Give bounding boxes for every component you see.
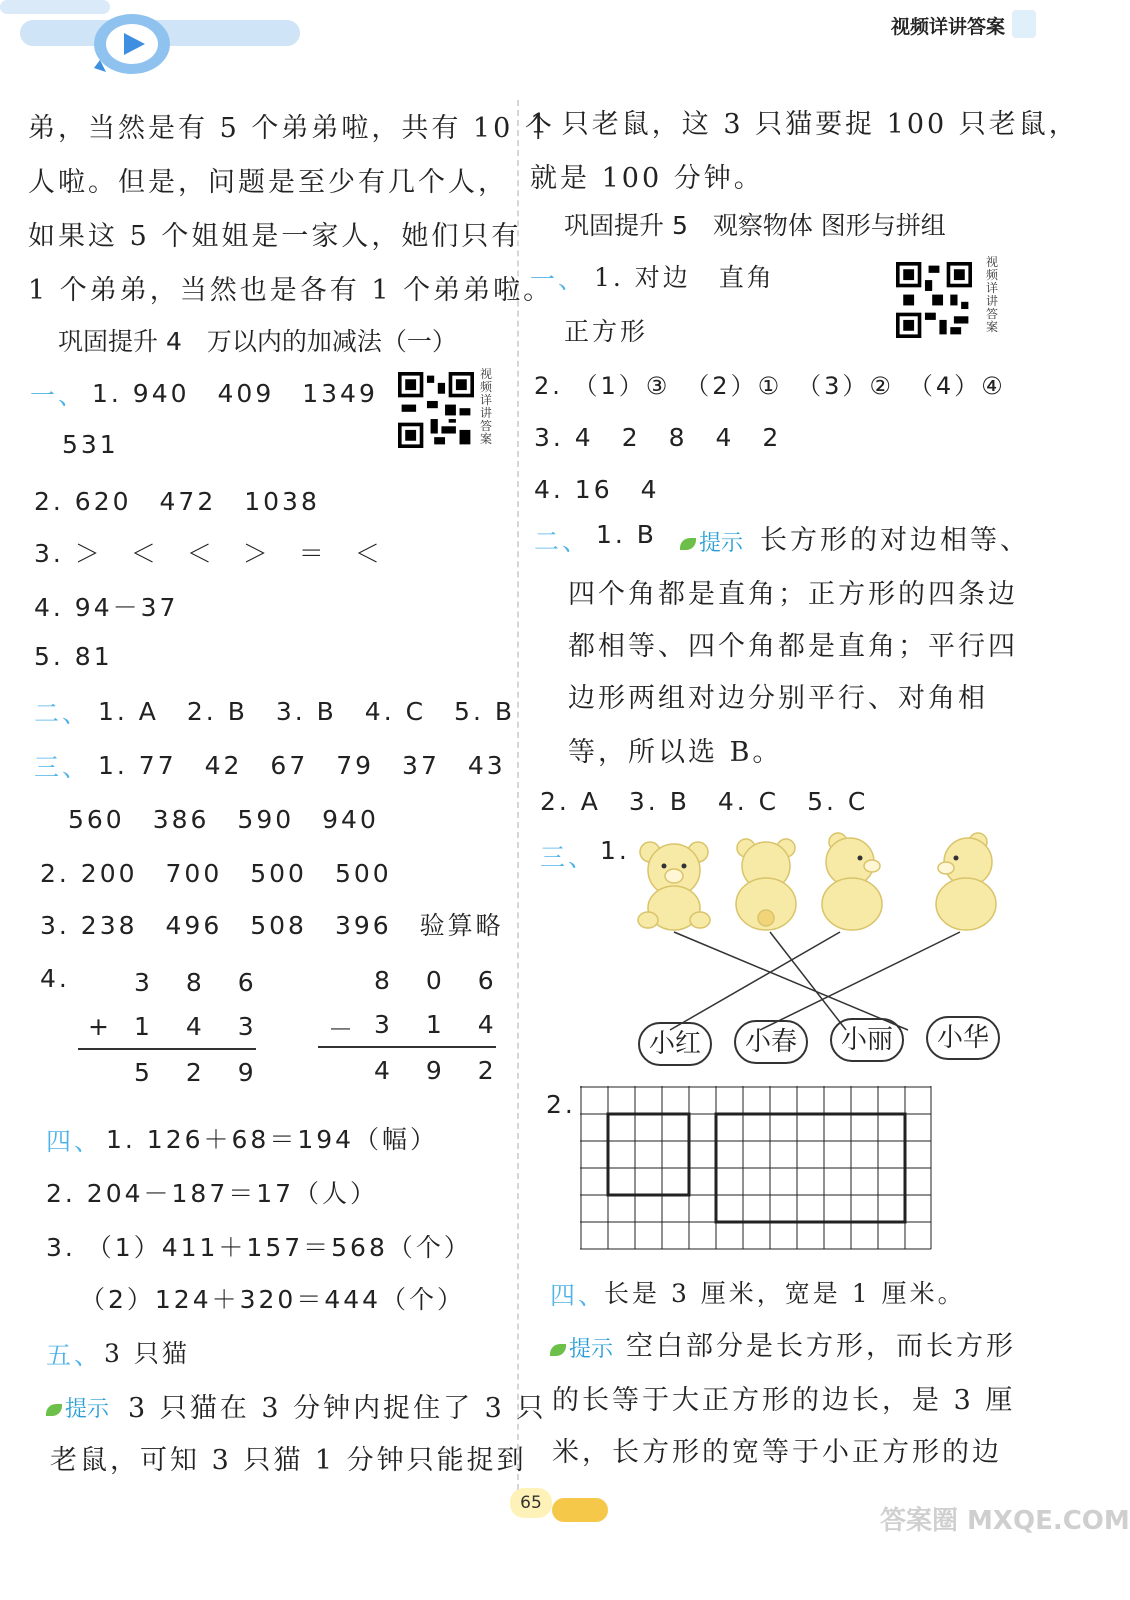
hint-line: 老鼠，可知 3 只猫 1 分钟只能捉到 xyxy=(50,1445,527,1476)
subtrahend: 3 1 4 xyxy=(374,1010,508,1039)
intro-line-4: 1 个弟弟，当然也是各有 1 个弟弟啦。 xyxy=(28,275,554,306)
bear-right-side xyxy=(822,833,882,930)
answer-line: 1. 940 409 1349 xyxy=(92,379,378,408)
hint-text: 提示 xyxy=(65,1397,110,1422)
hint-line: 米，长方形的宽等于小正方形的边 xyxy=(552,1437,1002,1468)
header-tab xyxy=(1012,10,1036,38)
part-2-mark: 二、 xyxy=(34,699,91,728)
answer-line: 1. 126＋68＝194（幅） xyxy=(106,1125,439,1154)
hint-line: 四个角都是直角；正方形的四条边 xyxy=(568,579,1018,610)
hint-text: 提示 xyxy=(569,1337,614,1362)
addend-2: 1 4 3 xyxy=(134,1012,268,1041)
part-4-mark: 四、 xyxy=(550,1281,607,1310)
name-xiaoli: 小丽 xyxy=(830,1018,904,1062)
continued-line: 就是 100 分钟。 xyxy=(530,163,764,194)
leaf-icon xyxy=(680,538,696,550)
header-banner xyxy=(0,0,310,80)
bear-left-side xyxy=(936,833,996,930)
answer-line: 2. A 3. B 4. C 5. C xyxy=(540,787,869,816)
small-square xyxy=(608,1114,689,1195)
answer-line: 3 只猫 xyxy=(104,1339,190,1368)
answer-line: 2. （1）③ （2）① （3）② （4）④ xyxy=(534,372,1006,400)
answer-line: 1. xyxy=(600,836,630,865)
answer-line: 531 xyxy=(62,430,119,459)
match-line xyxy=(770,932,846,1030)
answer-line: 2. 200 700 500 500 xyxy=(40,859,392,888)
operator-minus: － xyxy=(328,1015,354,1044)
answer-line: 1. A 2. B 3. B 4. C 5. B xyxy=(98,697,516,726)
sum-line xyxy=(78,1048,256,1050)
watermark: 答案圈 MXQE.COM xyxy=(880,1506,1130,1536)
answer-line: 2. 204－187＝17（人） xyxy=(46,1179,379,1208)
name-xiaochun: 小春 xyxy=(734,1020,808,1064)
answer-line: 2. xyxy=(546,1090,576,1119)
hint-line: 的长等于大正方形的边长，是 3 厘 xyxy=(552,1385,1016,1416)
hint-line: 等，所以选 B。 xyxy=(568,737,783,768)
answer-line: （2）124＋320＝444（个） xyxy=(80,1285,466,1314)
hint-label xyxy=(46,1392,109,1423)
answer-line: 1. 77 42 67 79 37 43 xyxy=(98,751,506,780)
hint-label xyxy=(550,1332,613,1363)
name-xiaohua: 小华 xyxy=(926,1016,1000,1060)
leaf-icon xyxy=(550,1344,566,1356)
hint-line: 长方形的对边相等、 xyxy=(760,525,1030,556)
bear-front xyxy=(638,842,710,930)
answer-line: 正方形 xyxy=(564,317,649,346)
intro-line-1: 弟，当然是有 5 个弟弟啦，共有 10 个 xyxy=(28,113,555,144)
intro-line-2: 人啦。但是，问题是至少有几个人， xyxy=(28,167,508,198)
part-3-mark: 三、 xyxy=(34,753,91,782)
section-title-5: 巩固提升 5 观察物体 图形与拼组 xyxy=(564,211,946,240)
hint-label xyxy=(680,526,743,557)
answer-line: 长是 3 厘米，宽是 1 厘米。 xyxy=(604,1279,966,1308)
operator-plus: + xyxy=(88,1012,109,1041)
hint-line: 边形两组对边分别平行、对角相 xyxy=(568,683,988,714)
part-1-mark: 一、 xyxy=(30,381,87,410)
header-title: 视频详讲答案 xyxy=(890,16,1005,38)
answer-line: 560 386 590 940 xyxy=(68,805,379,834)
minuend: 8 0 6 xyxy=(374,966,508,995)
answer-line: 1. 对边 直角 xyxy=(594,263,775,292)
grid-figure xyxy=(580,1086,932,1254)
qr-label-4: 视频详讲答案 xyxy=(480,367,493,446)
answer-line: 3. 4 2 8 4 2 xyxy=(534,423,782,452)
answer-line: 4. 16 4 xyxy=(534,475,660,504)
answer-line: 3. ＞ ＜ ＜ ＞ ＝ ＜ xyxy=(34,539,383,568)
answer-line: 3. （1）411＋157＝568（个） xyxy=(46,1233,472,1262)
match-line xyxy=(670,932,840,1030)
part-4-mark: 四、 xyxy=(46,1127,103,1156)
difference-line xyxy=(318,1046,496,1048)
part-1-mark: 一、 xyxy=(530,265,587,294)
answer-line: 3. 238 496 508 396 验算略 xyxy=(40,911,504,940)
qr-code-4[interactable] xyxy=(398,372,474,448)
answer-line: 2. 620 472 1038 xyxy=(34,487,320,516)
sum-result: 5 2 9 xyxy=(134,1058,268,1087)
page-number: 65 xyxy=(510,1488,552,1518)
hint-line: 都相等、四个角都是直角；平行四 xyxy=(568,631,1018,662)
answer-line: 1. B xyxy=(596,520,657,549)
column-divider xyxy=(517,100,519,1500)
answer-line: 4. 94－37 xyxy=(34,593,179,622)
section-title-4: 巩固提升 4 万以内的加减法（一） xyxy=(58,327,457,356)
difference-result: 4 9 2 xyxy=(374,1056,508,1085)
part-5-mark: 五、 xyxy=(46,1341,103,1370)
intro-line-3: 如果这 5 个姐姐是一家人，她们只有 xyxy=(28,221,522,252)
hint-text: 提示 xyxy=(699,531,744,556)
continued-line: 1 只老鼠，这 3 只猫要捉 100 只老鼠， xyxy=(530,109,1079,140)
answer-line: 4. xyxy=(40,964,70,993)
qr-code-5[interactable] xyxy=(896,262,972,338)
part-3-mark: 三、 xyxy=(540,843,597,872)
submarine-icon xyxy=(552,1498,608,1522)
hint-line: 空白部分是长方形，而长方形 xyxy=(626,1331,1016,1362)
name-xiaohong: 小红 xyxy=(638,1022,712,1066)
answer-line: 5. 81 xyxy=(34,642,113,671)
part-2-mark: 二、 xyxy=(534,527,591,556)
addend-1: 3 8 6 xyxy=(134,968,268,997)
leaf-icon xyxy=(46,1404,62,1416)
bear-back xyxy=(736,839,796,930)
qr-label-5: 视频详讲答案 xyxy=(986,255,999,334)
hint-line: 3 只猫在 3 分钟内捉住了 3 只 xyxy=(128,1393,547,1424)
